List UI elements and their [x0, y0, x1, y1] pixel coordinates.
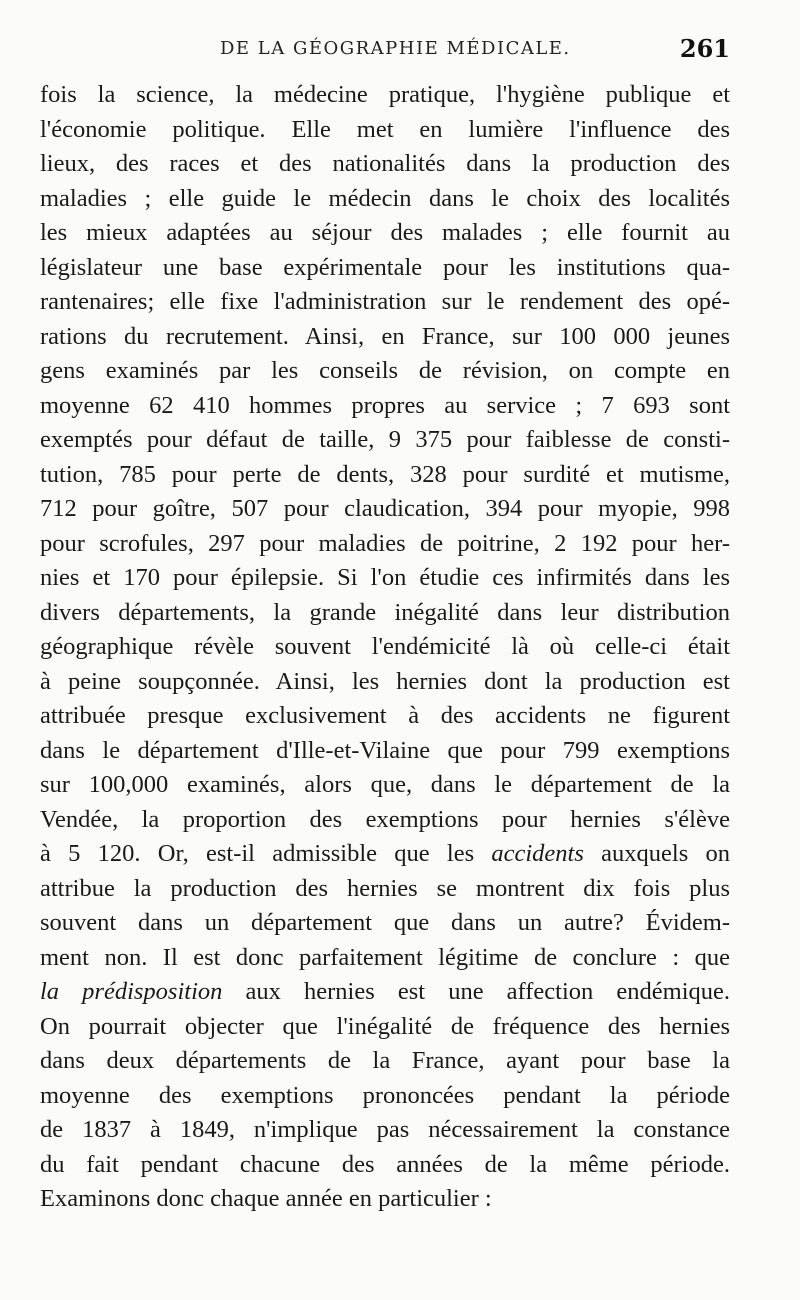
- text-line: Vendée, la proportion des exemptions pour hernies s'élève: [40, 805, 730, 833]
- text-line: 712 pour goître, 507 pour claudication, 394 pour myopie, 998: [40, 495, 730, 522]
- text-line: gens examinés par les conseils de révision, on compte en: [40, 357, 730, 384]
- text-segment: aux hernies est une affection endémique.: [245, 978, 731, 1005]
- italic-phrase-predisposition: la prédisposition: [40, 978, 223, 1005]
- text-line-with-italic: [40, 975, 730, 1010]
- text-line: du fait pendant chacune des années de la même période.: [40, 1150, 730, 1178]
- text-line: maladies ; elle guide le médecin dans le choix des localités: [40, 184, 730, 212]
- text-line: dans le département d'Ille-et-Vilaine que pour 799 exemptions: [40, 736, 730, 764]
- text-line: rantenaires; elle fixe l'administration sur le rendement des opé-: [40, 288, 730, 315]
- text-segment: à 5 120. Or, est-il admissible que les: [40, 840, 475, 867]
- text-line: On pourrait objecter que l'inégalité de fréquence des hernies: [40, 1012, 730, 1040]
- text-line: à peine soupçonnée. Ainsi, les hernies dont la production est: [40, 667, 730, 695]
- text-line: Examinons donc chaque année en particulier :: [40, 1185, 492, 1212]
- text-line: pour scrofules, 297 pour maladies de poitrine, 2 192 pour her-: [40, 529, 730, 557]
- text-line: attribuée presque exclusivement à des accidents ne figurent: [40, 702, 730, 729]
- text-line: nies et 170 pour épilepsie. Si l'on étudie ces infirmités dans les: [40, 564, 730, 591]
- text-line: sur 100,000 examinés, alors que, dans le département de la: [40, 771, 730, 798]
- page-header: [40, 34, 730, 78]
- text-line: moyenne des exemptions prononcées pendant la période: [40, 1081, 730, 1109]
- text-line: l'économie politique. Elle met en lumière l'influence des: [40, 115, 730, 143]
- text-line: tution, 785 pour perte de dents, 328 pour surdité et mutisme,: [40, 460, 730, 488]
- text-line: exemptés pour défaut de taille, 9 375 pour faiblesse de consti-: [40, 426, 730, 453]
- text-line: législateur une base expérimentale pour les institutions qua-: [40, 253, 730, 281]
- text-line: moyenne 62 410 hommes propres au service ; 7 693 sont: [40, 391, 730, 419]
- text-line: lieux, des races et des nationalités dans la production des: [40, 150, 730, 177]
- text-line: attribue la production des hernies se montrent dix fois plus: [40, 874, 730, 902]
- body-text: [40, 78, 730, 1217]
- italic-word-accidents: accidents: [491, 840, 584, 867]
- text-line: ment non. Il est donc parfaitement légitime de conclure : que: [40, 943, 730, 971]
- text-line-with-italic: [40, 837, 730, 872]
- text-line: fois la science, la médecine pratique, l'hygiène publique et: [40, 81, 730, 108]
- page-number: 261: [679, 34, 730, 63]
- text-line: divers départements, la grande inégalité dans leur distribution: [40, 598, 730, 626]
- text-line: souvent dans un département que dans un autre? Évidem-: [40, 909, 730, 936]
- text-line: géographique révèle souvent l'endémicité là où celle-ci était: [40, 633, 730, 660]
- text-line: de 1837 à 1849, n'implique pas nécessairement la constance: [40, 1116, 730, 1143]
- running-title: DE LA GÉOGRAPHIE MÉDICALE.: [220, 38, 571, 59]
- text-line: les mieux adaptées au séjour des malades ; elle fournit au: [40, 219, 730, 246]
- text-line: rations du recrutement. Ainsi, en France, sur 100 000 jeunes: [40, 322, 730, 350]
- text-line: dans deux départements de la France, ayant pour base la: [40, 1047, 730, 1074]
- text-segment: auxquels on: [601, 840, 730, 867]
